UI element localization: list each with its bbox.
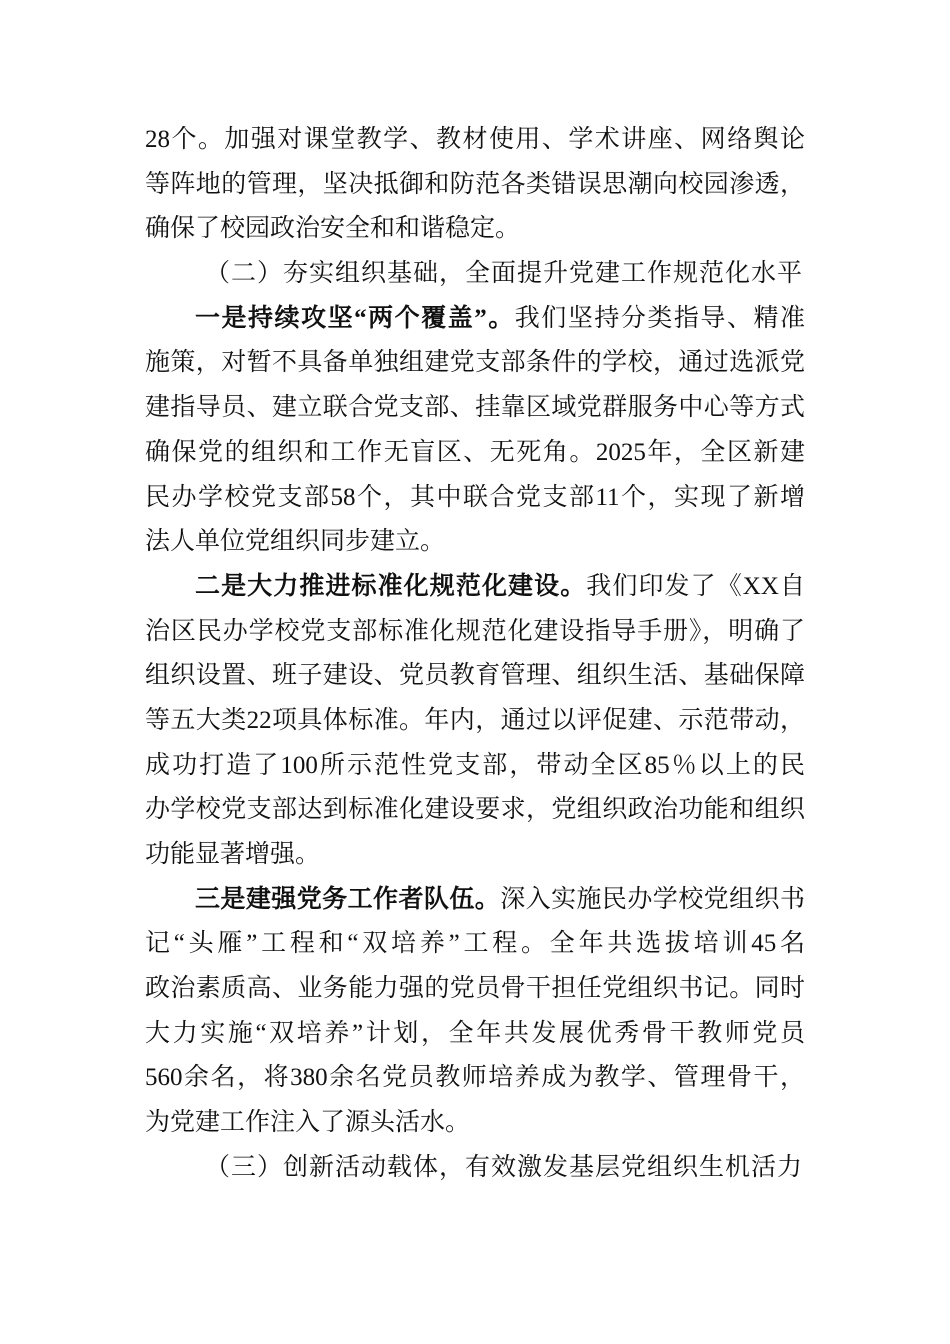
text-line: [145, 476, 805, 521]
paragraph: [145, 118, 805, 252]
text-line: [145, 431, 805, 476]
line-text: （三）创新活动载体，有效激发基层党组织生机活力: [205, 1153, 804, 1181]
text-line: [145, 163, 805, 208]
line-text: 成功打造了100所示范性党支部，带动全区85％以上的民: [145, 751, 805, 779]
line-text: 等五大类22项具体标准。年内，通过以评促建、示范带动，: [145, 706, 805, 734]
text-line: [145, 1146, 805, 1191]
paragraph-lead: 一是持续攻坚“两个覆盖”。: [195, 304, 515, 332]
text-line: [145, 118, 805, 163]
section-heading: [145, 1146, 805, 1191]
text-line: [145, 1056, 805, 1101]
text-line: [145, 565, 805, 610]
section-heading: [145, 252, 805, 297]
text-line: [145, 207, 805, 252]
line-text: 确保党的组织和工作无盲区、无死角。2025年，全区新建: [145, 438, 805, 466]
text-line: [145, 252, 805, 297]
line-text: 560余名，将380余名党员教师培养成为教学、管理骨干，: [145, 1064, 805, 1092]
line-text: 确保了校园政治安全和和谐稳定。: [145, 215, 521, 243]
line-text: 我们印发了《XX自: [586, 572, 805, 600]
line-text: 28个。加强对课堂教学、教材使用、学术讲座、网络舆论: [145, 126, 805, 153]
text-line: [145, 386, 805, 431]
line-text: （二）夯实组织基础，全面提升党建工作规范化水平: [205, 260, 804, 288]
text-line: [145, 341, 805, 386]
paragraph-lead: 二是大力推进标准化规范化建设。: [195, 572, 587, 600]
line-text: 深入实施民办学校党组织书: [500, 885, 805, 913]
line-text: 我们坚持分类指导、精准: [514, 304, 805, 332]
line-text: 政治素质高、业务能力强的党员骨干担任党组织书记。同时: [145, 975, 805, 1003]
line-text: 记“头雁”工程和“双培养”工程。全年共选拔培训45名: [145, 930, 805, 958]
document-page: [145, 118, 805, 1191]
text-line: [145, 654, 805, 699]
text-line: [145, 699, 805, 744]
paragraph-lead: 三是建强党务工作者队伍。: [195, 885, 501, 913]
line-text: 民办学校党支部58个，其中联合党支部11个，实现了新增: [145, 483, 805, 511]
line-text: 功能显著增强。: [145, 841, 321, 868]
text-line: [145, 297, 805, 342]
line-text: 建指导员、建立联合党支部、挂靠区域党群服务中心等方式: [145, 394, 805, 422]
text-line: [145, 1012, 805, 1057]
text-line: [145, 1101, 805, 1146]
text-line: [145, 878, 805, 923]
line-text: 大力实施“双培养”计划，全年共发展优秀骨干教师党员: [145, 1019, 805, 1047]
paragraph: [145, 297, 805, 565]
text-line: [145, 520, 805, 565]
line-text: 为党建工作注入了源头活水。: [145, 1109, 471, 1137]
text-line: [145, 833, 805, 878]
line-text: 等阵地的管理，坚决抵御和防范各类错误思潮向校园渗透，: [145, 170, 805, 198]
paragraph: [145, 565, 805, 878]
text-line: [145, 967, 805, 1012]
paragraph: [145, 878, 805, 1146]
text-line: [145, 922, 805, 967]
text-line: [145, 610, 805, 655]
line-text: 组织设置、班子建设、党员教育管理、组织生活、基础保障: [145, 662, 805, 690]
line-text: 施策，对暂不具备单独组建党支部条件的学校，通过选派党: [145, 349, 805, 377]
text-line: [145, 788, 805, 833]
line-text: 办学校党支部达到标准化建设要求，党组织政治功能和组织: [145, 796, 805, 824]
text-line: [145, 744, 805, 789]
line-text: 法人单位党组织同步建立。: [145, 528, 446, 556]
line-text: 治区民办学校党支部标准化规范化建设指导手册》，明确了: [145, 617, 805, 645]
